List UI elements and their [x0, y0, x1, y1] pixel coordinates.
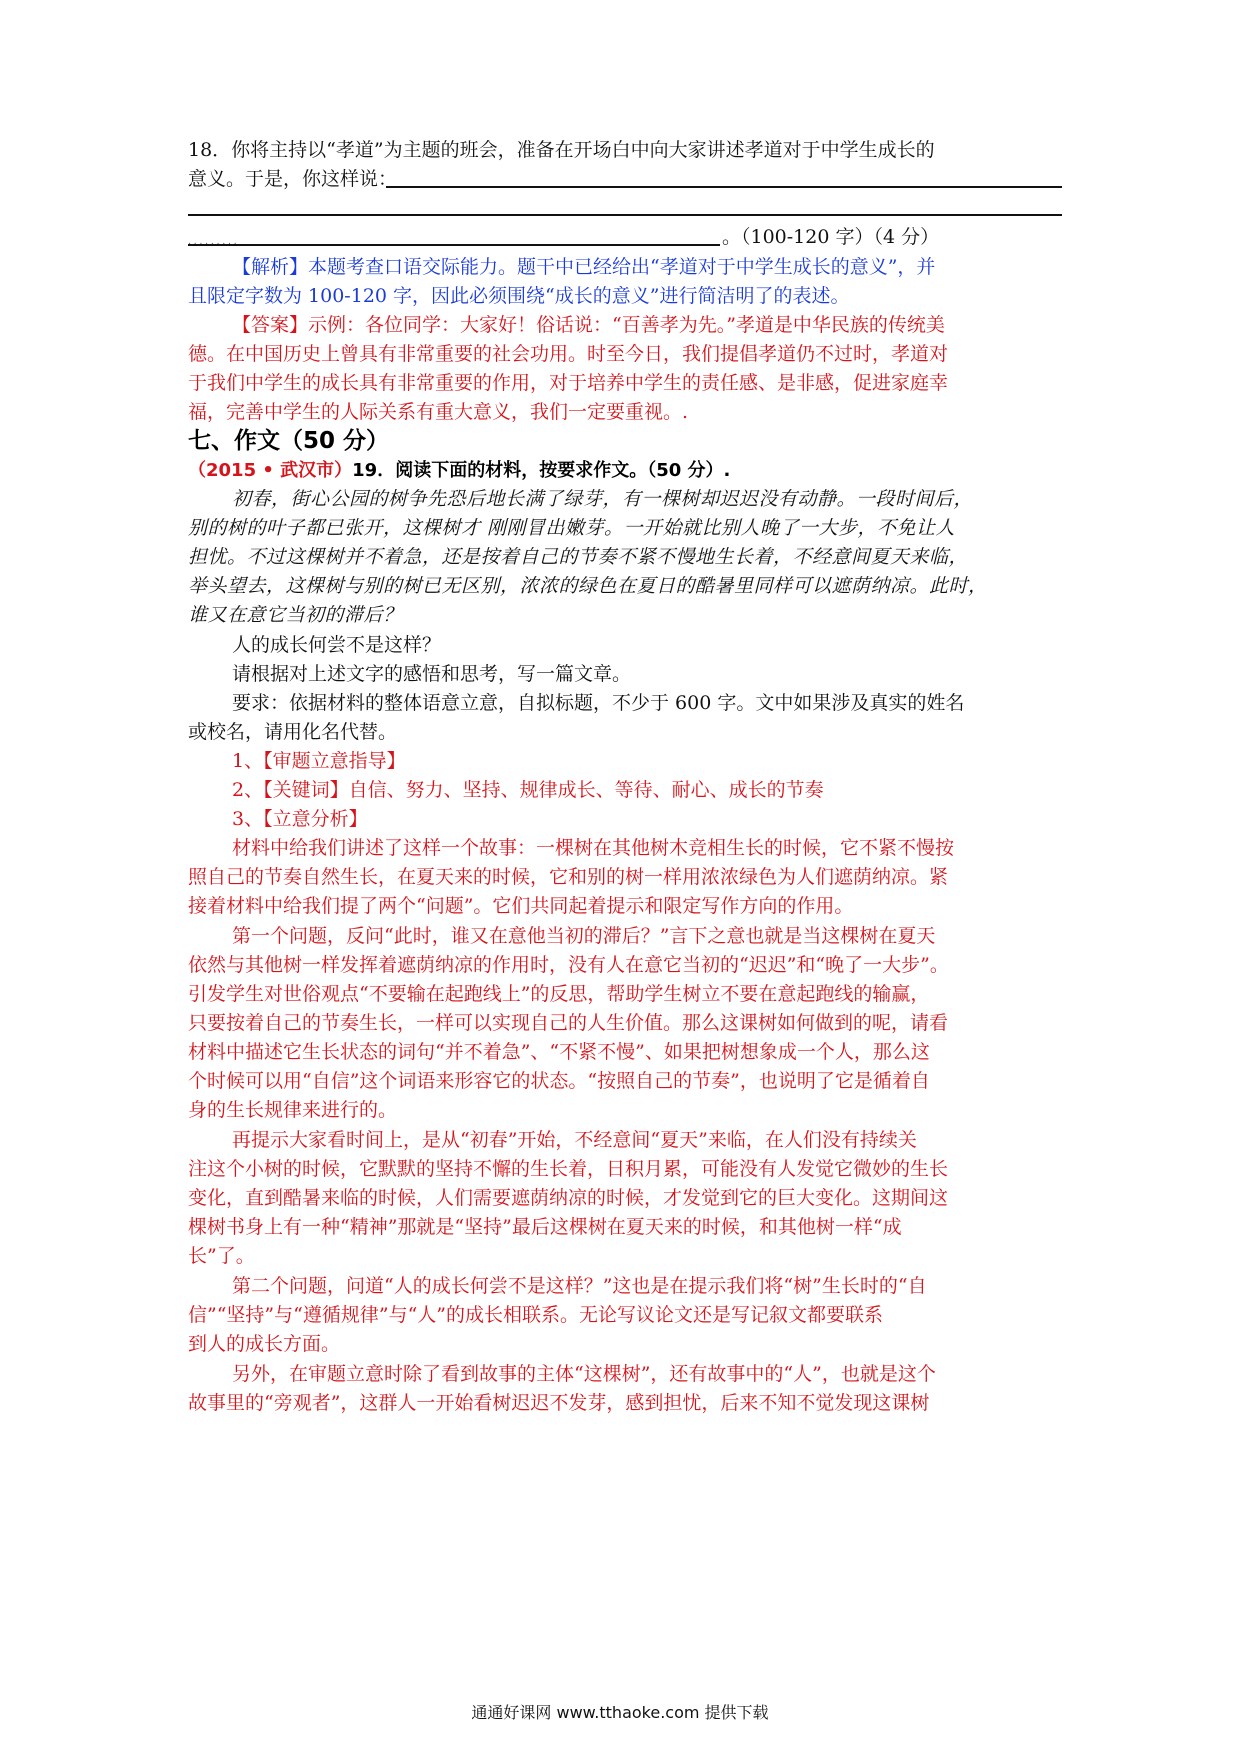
- analysis-p2-line-4: 只要按着自己的节奏生长，一样可以实现自己的人生价值。那么这课树如何做到的呢，请看: [188, 1012, 949, 1034]
- analysis-p3-line-3: 变化，直到酷暑来临的时候，人们需要遮荫纳凉的时候，才发觉到它的巨大变化。这期间这: [188, 1187, 949, 1209]
- analysis-p2-line-6: 个时候可以用“自信”这个词语来形容它的状态。“按照自己的节奏”，也说明了它是循着自: [188, 1070, 930, 1092]
- analysis-line-1: 【解析】本题考查口语交际能力。题干中已经给出“孝道对于中学生成长的意义”，并: [232, 256, 936, 278]
- instruction-line-2: 请根据对上述文字的感悟和思考，写一篇文章。: [232, 663, 632, 685]
- analysis-p3-line-1: 再提示大家看时间上，是从“初春”开始，不经意间“夏天”来临，在人们没有持续关: [232, 1129, 917, 1151]
- answer-line-1: 【答案】示例：各位同学：大家好！俗话说：“百善孝为先。”孝道是中华民族的传统美: [232, 314, 945, 336]
- analysis-p1-line-1: 材料中给我们讲述了这样一个故事：一棵树在其他树木竞相生长的时候，它不紧不慢按: [232, 837, 955, 859]
- analysis-p3-line-5: 长”了。: [188, 1245, 255, 1267]
- instruction-line-4: 或校名，请用化名代替。: [188, 721, 398, 743]
- analysis-p4-line-2: 信”“坚持”与“遵循规律”与“人”的成长相联系。无论写议论文还是写记叙文都要联系: [188, 1304, 883, 1326]
- analysis-p2-line-3: 引发学生对世俗观点“不要输在起跑线上”的反思，帮助学生树立不要在意起跑线的输赢，: [188, 983, 930, 1005]
- analysis-p2-line-1: 第一个问题，反问“此时，谁又在意他当初的滞后？”言下之意也就是当这棵树在夏天: [232, 925, 936, 947]
- material-line-5: 谁又在意它当初的滞后？: [188, 604, 403, 626]
- material-line-4: 举头望去，这棵树与别的树已无区别，浓浓的绿色在夏日的酷暑里同样可以遮荫纳凉。此时，: [188, 575, 988, 597]
- analysis-line-2: 且限定字数为 100-120 字，因此必须围绕“成长的意义”进行简洁明了的表述。: [188, 285, 850, 307]
- q19-text: 19．阅读下面的材料，按要求作文。（50 分）.: [352, 460, 731, 481]
- answer-line-3: 于我们中学生的成长具有非常重要的作用，对于培养中学生的责任感、是非感，促进家庭幸: [188, 372, 949, 394]
- q19-prompt: [188, 458, 730, 484]
- analysis-p3-line-4: 棵树书身上有一种“精神”那就是“坚持”最后这棵树在夏天来的时候，和其他树一样“成: [188, 1216, 902, 1238]
- guide-item-3: 3、【立意分析】: [232, 808, 368, 830]
- footer-source: 通通好课网 www.tthaoke.com 提供下载: [471, 1703, 769, 1722]
- analysis-p1-line-3: 接着材料中给我们提了两个“问题”。它们共同起着提示和限定写作方向的作用。: [188, 895, 854, 917]
- answer-blank-line-3: [188, 244, 720, 246]
- q18-word-limit: 。（100-120 字）（4 分）: [722, 226, 940, 248]
- answer-line-4: 福，完善中学生的人际关系有重大意义，我们一定要重视。.: [188, 401, 689, 423]
- answer-blank-line-1: [386, 186, 1062, 188]
- instruction-line-3: 要求：依据材料的整体语意立意，自拟标题，不少于 600 字。文中如果涉及真实的姓名: [232, 692, 965, 714]
- analysis-p4-line-3: 到人的成长方面。: [188, 1333, 341, 1355]
- section-heading: 七、作文（50 分）: [188, 428, 390, 454]
- q18-line-1: 18．你将主持以“孝道”为主题的班会，准备在开场白中向大家讲述孝道对于中学生成长的: [188, 139, 935, 161]
- analysis-p1-line-2: 照自己的节奏自然生长，在夏天来的时候，它和别的树一样用浓浓绿色为人们遮荫纳凉。紧: [188, 866, 949, 888]
- analysis-p2-line-5: 材料中描述它生长状态的词句“并不着急”、“不紧不慢”、如果把树想象成一个人，那么这: [188, 1041, 930, 1063]
- material-line-1: 初春，街心公园的树争先恐后地长满了绿芽，有一棵树却迟迟没有动静。一段时间后，: [232, 488, 974, 510]
- answer-line-2: 德。在中国历史上曾具有非常重要的社会功用。时至今日，我们提倡孝道仍不过时，孝道对: [188, 343, 949, 365]
- q18-line-2: 意义。于是，你这样说：: [188, 168, 398, 190]
- q19-source: （2015 • 武汉市）: [188, 460, 353, 481]
- dotted-marks: . . . . . . . . .: [188, 237, 237, 247]
- instruction-line-1: 人的成长何尝不是这样？: [232, 634, 442, 656]
- analysis-p2-line-7: 身的生长规律来进行的。: [188, 1099, 398, 1121]
- guide-item-1: 1、【审题立意指导】: [232, 750, 406, 772]
- material-line-3: 担忧。不过这棵树并不着急，还是按着自己的节奏不紧不慢地生长着，不经意间夏天来临，: [188, 546, 969, 568]
- analysis-p5-line-2: 故事里的“旁观者”，这群人一开始看树迟迟不发芽，感到担忧，后来不知不觉发现这课树: [188, 1392, 930, 1414]
- answer-blank-line-2: [188, 214, 1062, 216]
- guide-item-2: 2、【关键词】自信、努力、坚持、规律成长、等待、耐心、成长的节奏: [232, 779, 824, 801]
- analysis-p4-line-1: 第二个问题，问道“人的成长何尝不是这样？”这也是在提示我们将“树”生长时的“自: [232, 1275, 927, 1297]
- analysis-p5-line-1: 另外，在审题立意时除了看到故事的主体“这棵树”，还有故事中的“人”，也就是这个: [232, 1363, 936, 1385]
- analysis-p2-line-2: 依然与其他树一样发挥着遮荫纳凉的作用时，没有人在意它当初的“迟迟”和“晚了一大步”。: [188, 954, 949, 976]
- analysis-p3-line-2: 注这个小树的时候，它默默的坚持不懈的生长着，日积月累，可能没有人发觉它微妙的生长: [188, 1158, 949, 1180]
- material-line-2: 别的树的叶子都已张开，这棵树才 刚刚冒出嫩芽。一开始就比别人晚了一大步，不免让人: [188, 517, 956, 539]
